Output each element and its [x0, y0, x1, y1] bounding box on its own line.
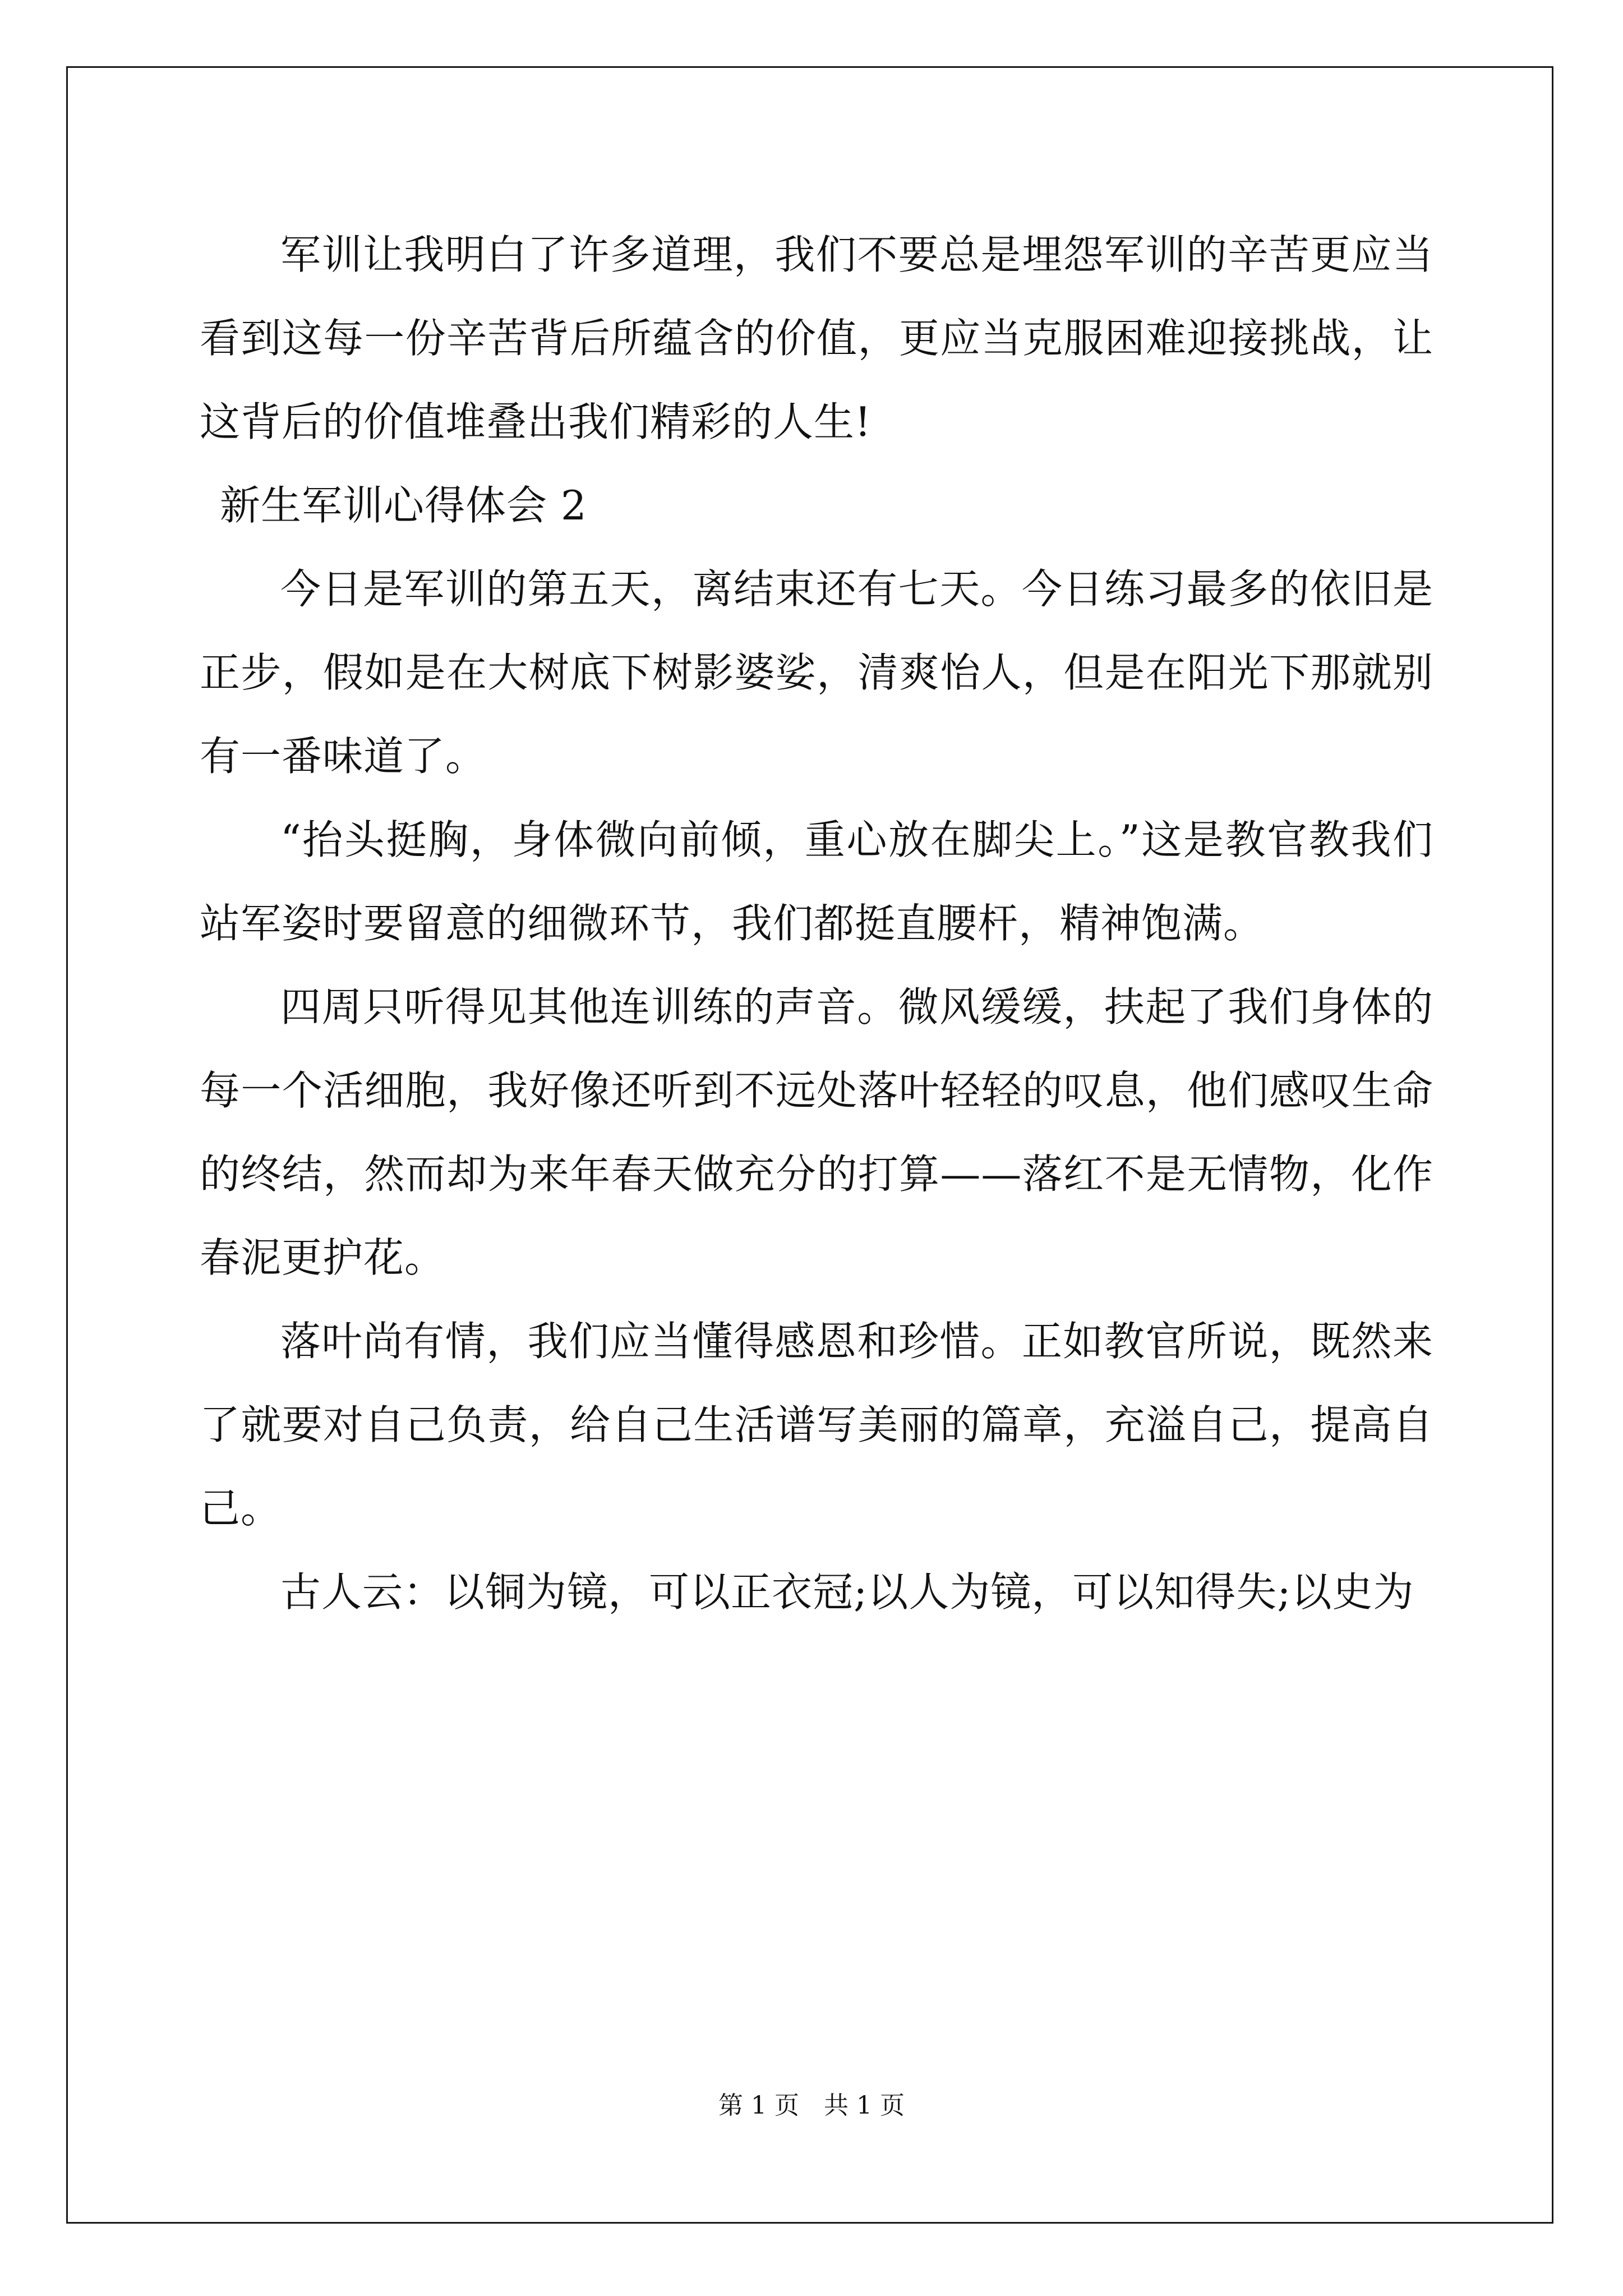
paragraph-ancient-saying: 古人云：以铜为镜，可以正衣冠;以人为镜，可以知得失;以史为 [280, 1568, 1414, 1616]
paragraph-day-five: 今日是军训的第五天，离结束还有七天。今日练习最多的依旧是正步，假如是在大树底下树影婆娑，清爽怡人，但是在阳光下那就别有一番味道了。 [200, 565, 1433, 780]
document-body [200, 213, 1433, 1634]
page-footer: 第 1 页 共 1 页 [718, 2091, 905, 2120]
paragraph-gratitude: 落叶尚有情，我们应当懂得感恩和珍惜。正如教官所说，既然来了就要对自己负责，给自己生活谱写美丽的篇章，充溢自己，提高自己。 [200, 1318, 1433, 1532]
paragraph-posture: “抬头挺胸，身体微向前倾，重心放在脚尖上。”这是教官教我们站军姿时要留意的细微环节，我们都挺直腰杆，精神饱满。 [200, 816, 1433, 947]
section-heading: 新生军训心得体会 2 [220, 482, 587, 529]
paragraph-intro: 军训让我明白了许多道理，我们不要总是埋怨军训的辛苦更应当看到这每一份辛苦背后所蕴含的价值，更应当克服困难迎接挑战，让这背后的价值堆叠出我们精彩的人生! [200, 231, 1433, 445]
paragraph-surroundings: 四周只听得见其他连训练的声音。微风缓缓，扶起了我们身体的每一个活细胞，我好像还听到不远处落叶轻轻的叹息，他们感叹生命的终结，然而却为来年春天做充分的打算——落红不是无情物，化作春泥更护花。 [200, 983, 1433, 1281]
